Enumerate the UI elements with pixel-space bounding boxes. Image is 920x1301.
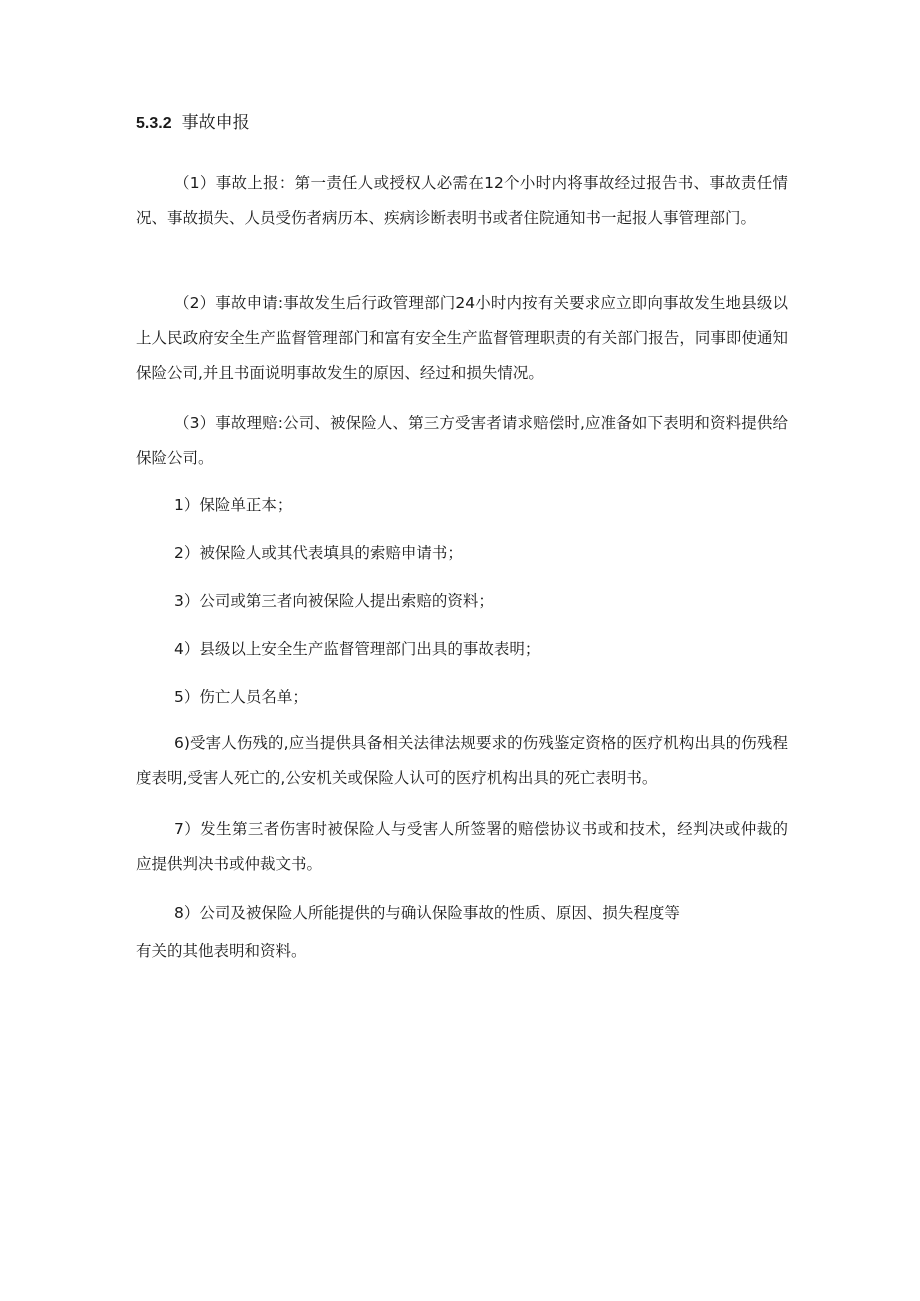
list-item: 6)受害人伤残的,应当提供具备相关法律法规要求的伤残鉴定资格的医疗机构出具的伤残程度表明,受害人死亡的,公安机关或保险人认可的医疗机构出具的死亡表明书。 xyxy=(136,734,788,787)
paragraph-report: （1）事故上报：第一责任人或授权人必需在12个小时内将事故经过报告书、事故责任情况、事故损失、人员受伤者病历本、疾病诊断表明书或者住院通知书一起报人事管理部门。 xyxy=(136,174,788,227)
list-item: 1）保险单正本； xyxy=(174,496,293,514)
list-item-continuation: 有关的其他表明和资料。 xyxy=(136,942,307,960)
list-item: 3）公司或第三者向被保险人提出索赔的资料； xyxy=(174,592,494,610)
list-item: 7）发生第三者伤害时被保险人与受害人所签署的赔偿协议书或和技术，经判决或仲裁的应提供判决书或仲裁文书。 xyxy=(136,820,788,873)
list-item: 2）被保险人或其代表填具的索赔申请书； xyxy=(174,544,463,562)
list-item: 8）公司及被保险人所能提供的与确认保险事故的性质、原因、损失程度等 xyxy=(174,904,680,922)
section-heading xyxy=(136,110,250,137)
section-title: 事故申报 xyxy=(181,113,250,133)
list-item: 4）县级以上安全生产监督管理部门出具的事故表明； xyxy=(174,640,541,658)
section-number: 5.3.2 xyxy=(136,115,172,132)
list-item: 5）伤亡人员名单； xyxy=(174,688,308,706)
paragraph-application: （2）事故申请:事故发生后行政管理部门24小时内按有关要求应立即向事故发生地县级以上人民政府安全生产监督管理部门和富有安全生产监督管理职责的有关部门报告，同事即使通知保险公司,并且书面说明事故发生的原因、经过和损失情况。 xyxy=(136,294,788,382)
paragraph-claim: （3）事故理赔:公司、被保险人、第三方受害者请求赔偿时,应准备如下表明和资料提供给保险公司。 xyxy=(136,414,788,467)
